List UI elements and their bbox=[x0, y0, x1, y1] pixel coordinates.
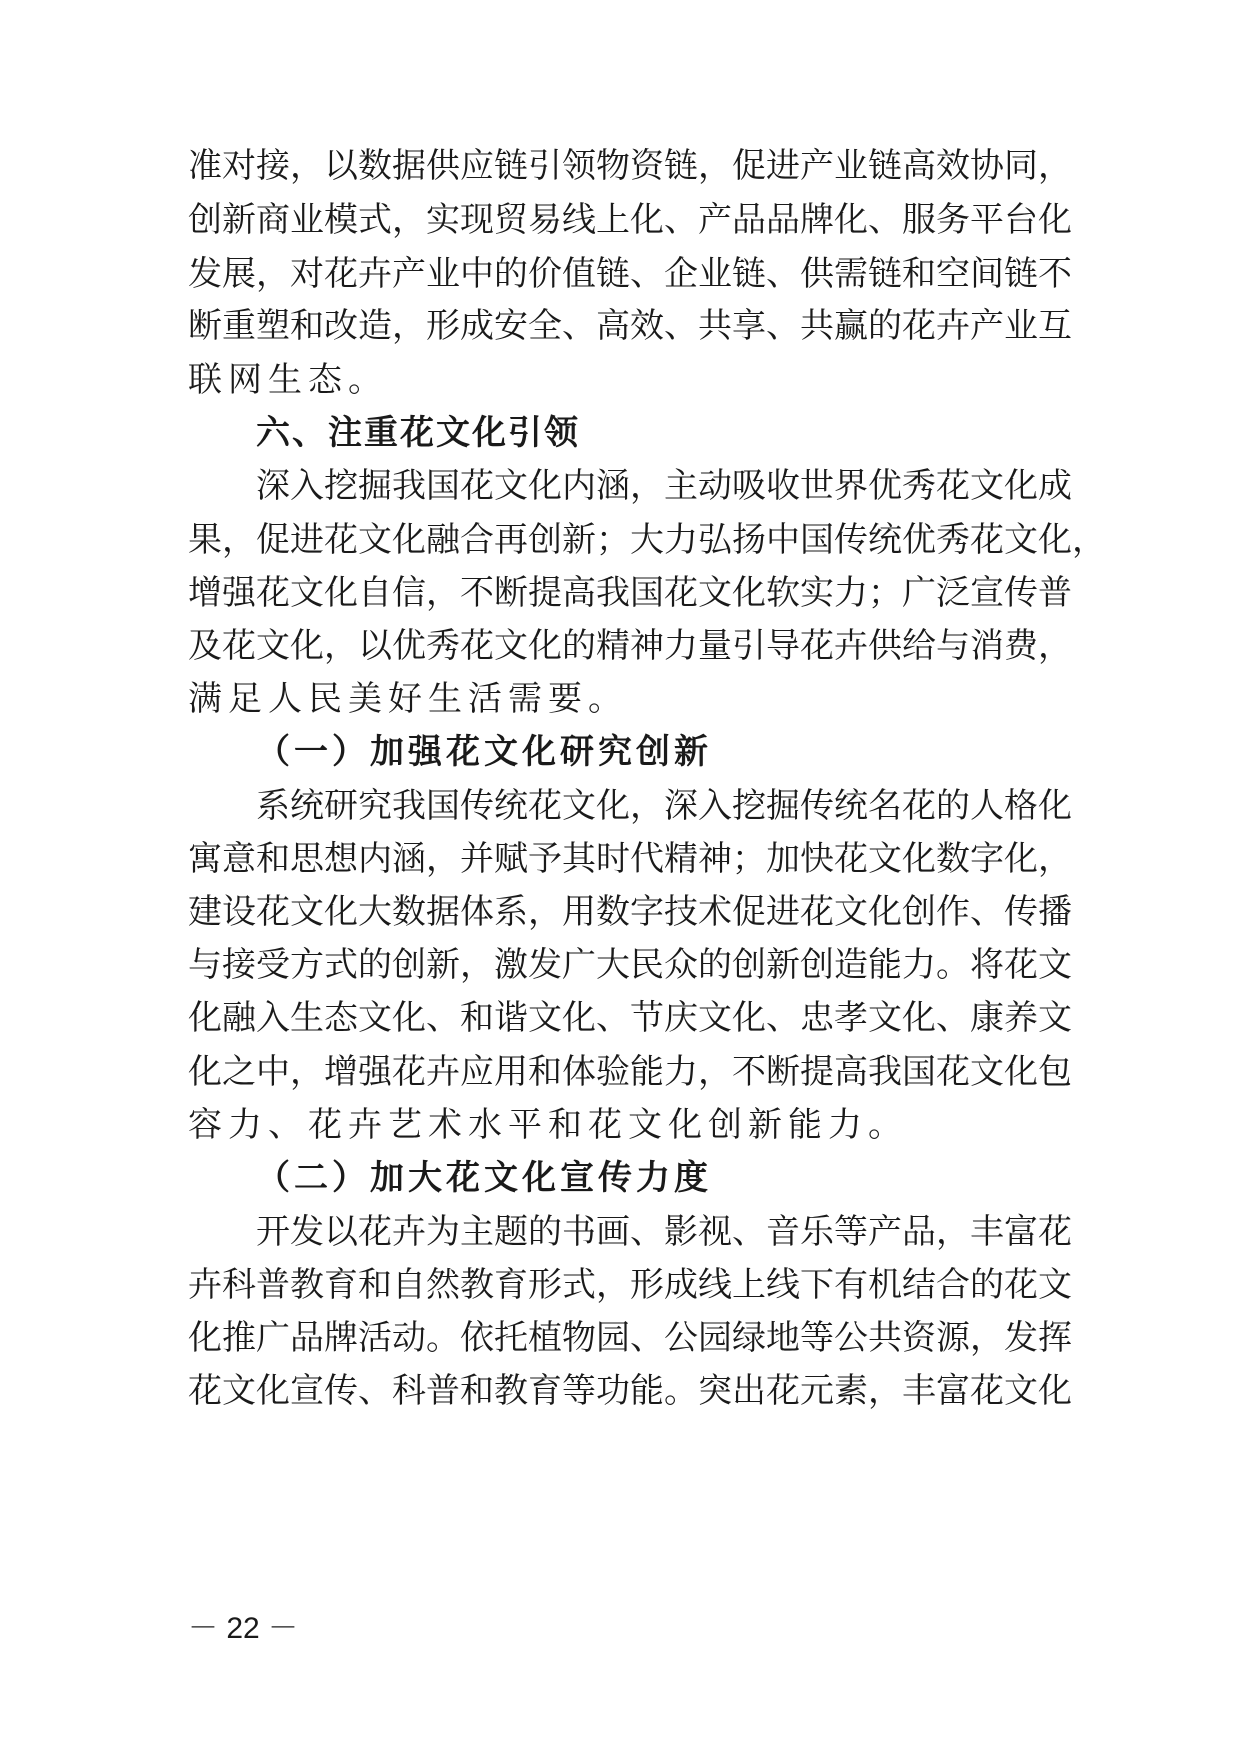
page-number: － 22 － bbox=[188, 1612, 299, 1645]
text-line: 增 强 花 文 化 自 信 ， 不 断 提 高 我 国 花 文 化 软 实 力 ； 广 泛 宣 传 普 bbox=[188, 573, 1072, 613]
subsection-heading: （一）加强花文化研究创新 bbox=[256, 732, 712, 772]
text-line: 联 网 生 态 。 bbox=[188, 360, 388, 400]
text-line: 准 对 接 ， 以 数 据 供 应 链 引 领 物 资 链 ， 促 进 产 业 链 高 效 协 同 ， bbox=[188, 146, 1072, 186]
text-line: 寓 意 和 思 想 内 涵 ， 并 赋 予 其 时 代 精 神 ； 加 快 花 文 化 数 字 化 ， bbox=[188, 839, 1072, 879]
text-line: 创 新 商 业 模 式 ， 实 现 贸 易 线 上 化 、 产 品 品 牌 化 、 服 务 平 台 化 bbox=[188, 200, 1072, 240]
text-line: 及 花 文 化 ， 以 优 秀 花 文 化 的 精 神 力 量 引 导 花 卉 供 给 与 消 费 ， bbox=[188, 626, 1072, 666]
text-line: 化 推 广 品 牌 活 动 。 依 托 植 物 园 、 公 园 绿 地 等 公 共 资 源 ， 发 挥 bbox=[188, 1318, 1072, 1358]
text-line: 果 ， 促 进 花 文 化 融 合 再 创 新 ； 大 力 弘 扬 中 国 传 统 优 秀 花 文 化 ， bbox=[188, 520, 1106, 560]
text-line: 建 设 花 文 化 大 数 据 体 系 ， 用 数 字 技 术 促 进 花 文 化 创 作 、 传 播 bbox=[188, 892, 1072, 932]
text-line: 卉 科 普 教 育 和 自 然 教 育 形 式 ， 形 成 线 上 线 下 有 机 结 合 的 花 文 bbox=[188, 1265, 1072, 1305]
subsection-heading: （二）加大花文化宣传力度 bbox=[256, 1158, 712, 1198]
text-line: 发 展 ， 对 花 卉 产 业 中 的 价 值 链 、 企 业 链 、 供 需 链 和 空 间 链 不 bbox=[188, 254, 1072, 294]
text-line: 断 重 塑 和 改 造 ， 形 成 安 全 、 高 效 、 共 享 、 共 赢 的 花 卉 产 业 互 bbox=[188, 306, 1072, 346]
section-heading: 六、注重花文化引领 bbox=[256, 413, 580, 453]
text-line: 化 融 入 生 态 文 化 、 和 谐 文 化 、 节 庆 文 化 、 忠 孝 文 化 、 康 养 文 bbox=[188, 998, 1072, 1038]
text-line: 深 入 挖 掘 我 国 花 文 化 内 涵 ， 主 动 吸 收 世 界 优 秀 花 文 化 成 bbox=[256, 466, 1072, 506]
text-line: 花 文 化 宣 传 、 科 普 和 教 育 等 功 能 。 突 出 花 元 素 ， 丰 富 花 文 化 bbox=[188, 1371, 1072, 1411]
text-line: 化 之 中 ， 增 强 花 卉 应 用 和 体 验 能 力 ， 不 断 提 高 我 国 花 文 化 包 bbox=[188, 1052, 1072, 1092]
text-line: 系 统 研 究 我 国 传 统 花 文 化 ， 深 入 挖 掘 传 统 名 花 的 人 格 化 bbox=[256, 786, 1072, 826]
text-line: 与 接 受 方 式 的 创 新 ， 激 发 广 大 民 众 的 创 新 创 造 能 力 。 将 花 文 bbox=[188, 945, 1072, 985]
text-line: 满 足 人 民 美 好 生 活 需 要 。 bbox=[188, 679, 628, 719]
text-line: 开 发 以 花 卉 为 主 题 的 书 画 、 影 视 、 音 乐 等 产 品 ， 丰 富 花 bbox=[256, 1212, 1072, 1252]
text-line: 容 力 、 花 卉 艺 术 水 平 和 花 文 化 创 新 能 力 。 bbox=[188, 1105, 908, 1145]
